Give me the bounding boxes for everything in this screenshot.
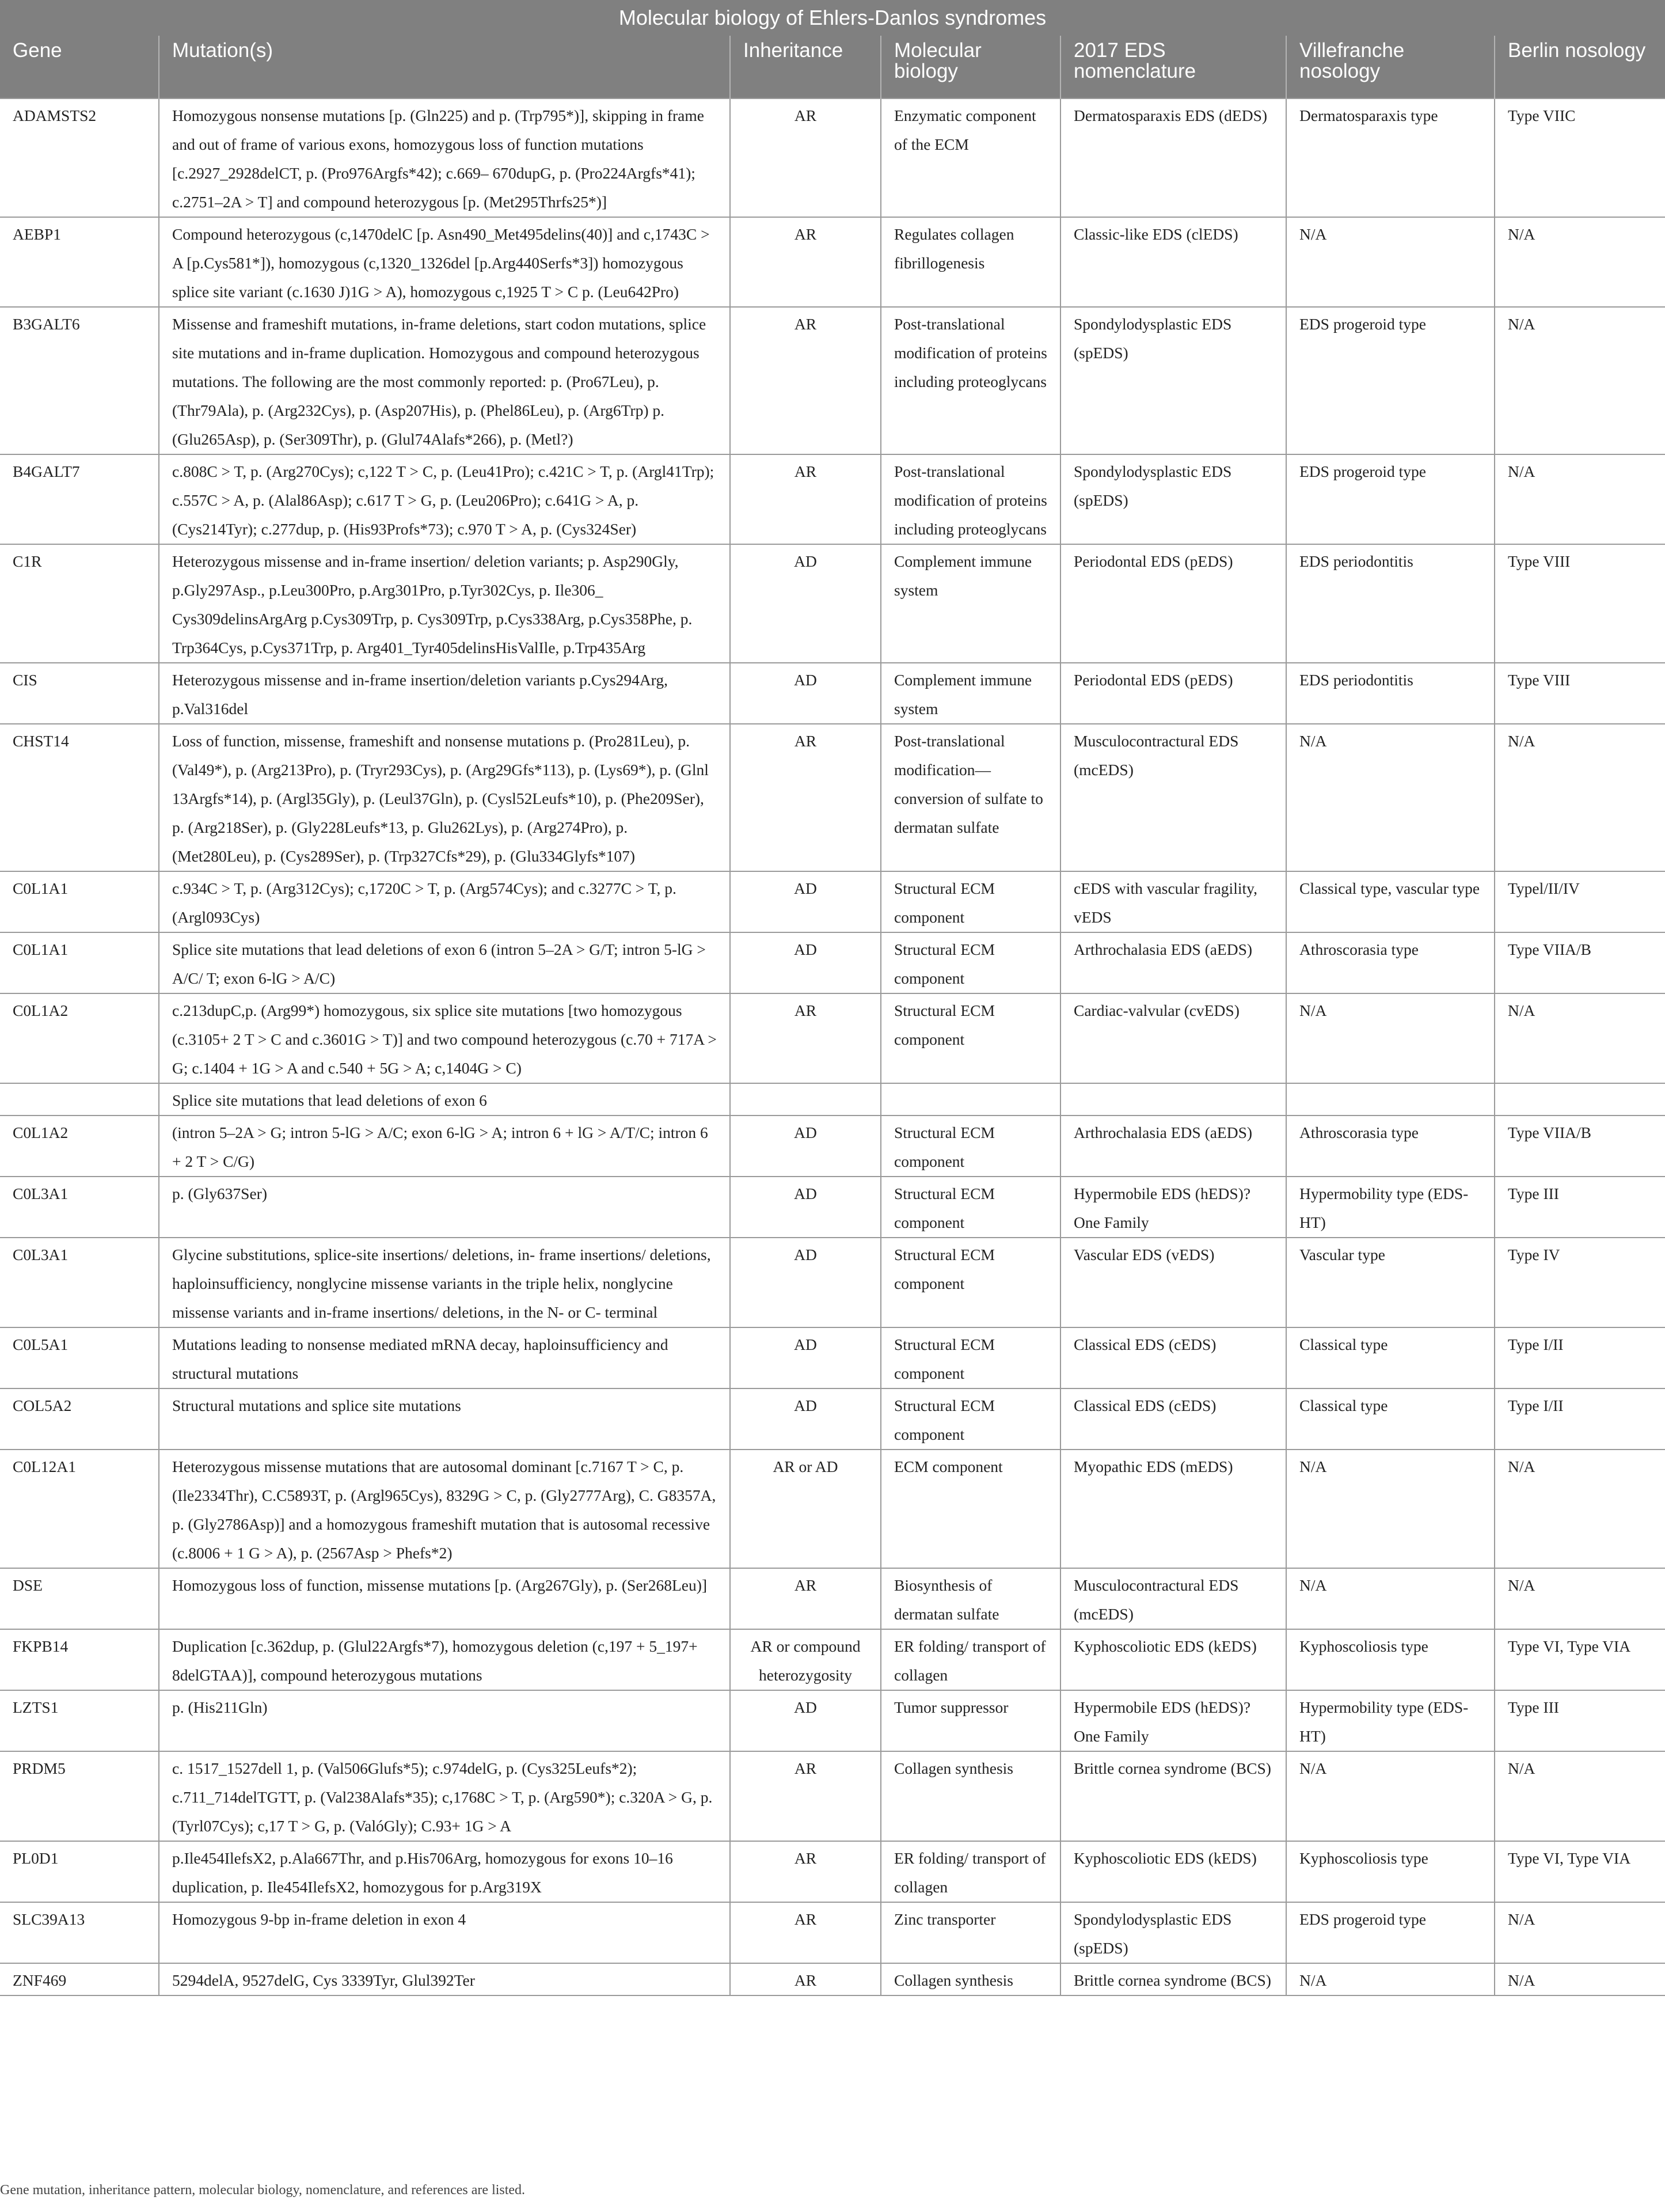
cell-villefranche: Dermatosparaxis type [1286,98,1495,217]
cell-mutations: p. (Gly637Ser) [159,1177,730,1238]
table-body [0,98,1665,1995]
cell-gene: C0L5A1 [0,1327,159,1388]
cell-gene: CIS [0,663,159,724]
cell-molecular-biology: Structural ECM component [881,871,1060,932]
cell-berlin: N/A [1495,993,1665,1083]
cell-gene: ZNF469 [0,1963,159,1995]
cell-inheritance: AR [730,98,881,217]
cell-inheritance: AD [730,1116,881,1177]
cell-molecular-biology: Structural ECM component [881,1327,1060,1388]
table-row [0,1450,1665,1568]
cell-inheritance: AR [730,217,881,307]
cell-molecular-biology: Structural ECM component [881,1388,1060,1450]
cell-villefranche: EDS progeroid type [1286,307,1495,454]
cell-gene: PRDM5 [0,1751,159,1841]
cell-gene: C0L1A1 [0,932,159,993]
cell-villefranche: N/A [1286,1568,1495,1629]
cell-mutations: Compound heterozygous (c,1470delC [p. Asn490_Met495delins(40)] and c,1743C > A [p.Cys581*]), homozygous (c,1320_1326del [p.Arg440Serfs*3]) homozygous splice site variant (c.1630 J)1G > A), homozygous c,1925 T > C p. (Leu642Pro) [159,217,730,307]
cell-inheritance: AR or compound heterozygosity [730,1629,881,1690]
cell-mutations: 5294delA, 9527delG, Cys 3339Tyr, Glul392Ter [159,1963,730,1995]
table-row [0,1177,1665,1238]
cell-gene: AEBP1 [0,217,159,307]
cell-molecular-biology: Collagen synthesis [881,1963,1060,1995]
cell-gene: COL5A2 [0,1388,159,1450]
cell-mutations: Mutations leading to nonsense mediated mRNA decay, haploinsufficiency and structural mutations [159,1327,730,1388]
cell-villefranche: Kyphoscoliosis type [1286,1629,1495,1690]
cell-villefranche: Classical type, vascular type [1286,871,1495,932]
cell-inheritance: AD [730,663,881,724]
cell-nomenclature: Classical EDS (cEDS) [1060,1388,1286,1450]
cell-gene: C1R [0,544,159,663]
cell-inheritance: AD [730,871,881,932]
cell-nomenclature: Myopathic EDS (mEDS) [1060,1450,1286,1568]
cell-inheritance: AR [730,1568,881,1629]
cell-villefranche: Athroscorasia type [1286,1116,1495,1177]
eds-table [0,36,1665,1996]
cell-molecular-biology: Biosynthesis of dermatan sulfate [881,1568,1060,1629]
cell-nomenclature: Brittle cornea syndrome (BCS) [1060,1963,1286,1995]
table-row [0,1841,1665,1902]
cell-berlin: N/A [1495,454,1665,544]
cell-berlin: N/A [1495,1751,1665,1841]
cell-nomenclature [1060,1083,1286,1116]
cell-berlin: N/A [1495,1963,1665,1995]
table-row [0,217,1665,307]
cell-nomenclature: Kyphoscoliotic EDS (kEDS) [1060,1841,1286,1902]
cell-berlin: Type VIII [1495,663,1665,724]
cell-mutations: c.808C > T, p. (Arg270Cys); c,122 T > C, p. (Leu41Pro); c.421C > T, p. (Argl41Trp); c.557C > A, p. (Alal86Asp); c.617 T > G, p. (Leu206Pro); c.641G > A, p. (Cys214Tyr); c.277dup, p. (His93Profs*73); c.970 T > A, p. (Cys324Ser) [159,454,730,544]
cell-molecular-biology [881,1083,1060,1116]
cell-molecular-biology: Post-translational modification of proteins including proteoglycans [881,307,1060,454]
cell-inheritance: AR [730,307,881,454]
table-row [0,307,1665,454]
table-footnote: Gene mutation, inheritance pattern, molecular biology, nomenclature, and references are listed. [0,2183,526,2198]
table-row [0,724,1665,871]
cell-villefranche: Hypermobility type (EDS-HT) [1286,1690,1495,1751]
cell-molecular-biology: Structural ECM component [881,1177,1060,1238]
header-villefranche: Villefranche nosology [1286,36,1495,98]
table-row [0,1751,1665,1841]
cell-berlin: Type VIIC [1495,98,1665,217]
cell-gene [0,1083,159,1116]
table-row [0,544,1665,663]
cell-nomenclature: Arthrochalasia EDS (aEDS) [1060,932,1286,993]
table-header-row [0,36,1665,98]
cell-gene: B3GALT6 [0,307,159,454]
cell-molecular-biology: Complement immune system [881,663,1060,724]
table-row [0,1116,1665,1177]
cell-mutations: Heterozygous missense and in-frame insertion/ deletion variants; p. Asp290Gly, p.Gly297Asp., p.Leu300Pro, p.Arg301Pro, p.Tyr302Cys, p. Ile306_ Cys309delinsArgArg p.Cys309Trp, p. Cys309Trp, p.Cys338Arg, p.Cys358Phe, p. Trp364Cys, p.Cys371Trp, p. Arg401_Tyr405delinsHisValIle, p.Trp435Arg [159,544,730,663]
cell-mutations: (intron 5–2A > G; intron 5-lG > A/C; exon 6-lG > A; intron 6 + lG > A/T/C; intron 6 + 2 T > C/G) [159,1116,730,1177]
cell-villefranche: N/A [1286,217,1495,307]
cell-berlin: Type IV [1495,1238,1665,1327]
cell-mutations: Heterozygous missense and in-frame insertion/deletion variants p.Cys294Arg, p.Val316del [159,663,730,724]
cell-inheritance [730,1083,881,1116]
table-row [0,98,1665,217]
table-row [0,1083,1665,1116]
cell-mutations: Glycine substitutions, splice-site insertions/ deletions, in- frame insertions/ deletions, haploinsufficiency, nonglycine missense variants in the triple helix, nonglycine missense variants and in-frame insertions/ deletions, in the N- or C- terminal [159,1238,730,1327]
cell-mutations: p. (His211Gln) [159,1690,730,1751]
cell-mutations: c.934C > T, p. (Arg312Cys); c,1720C > T, p. (Arg574Cys); and c.3277C > T, p. (Argl093Cys) [159,871,730,932]
cell-molecular-biology: Collagen synthesis [881,1751,1060,1841]
cell-gene: SLC39A13 [0,1902,159,1963]
cell-berlin: N/A [1495,307,1665,454]
header-berlin: Berlin nosology [1495,36,1665,98]
cell-molecular-biology: Structural ECM component [881,1116,1060,1177]
table-row [0,1327,1665,1388]
cell-inheritance: AD [730,932,881,993]
cell-gene: DSE [0,1568,159,1629]
header-nomenclature: 2017 EDS nomenclature [1060,36,1286,98]
cell-molecular-biology: Structural ECM component [881,1238,1060,1327]
cell-nomenclature: Classic-like EDS (clEDS) [1060,217,1286,307]
table-row [0,932,1665,993]
cell-villefranche [1286,1083,1495,1116]
cell-villefranche: Classical type [1286,1327,1495,1388]
cell-molecular-biology: ECM component [881,1450,1060,1568]
cell-villefranche: N/A [1286,1751,1495,1841]
cell-nomenclature: Dermatosparaxis EDS (dEDS) [1060,98,1286,217]
table-row [0,1568,1665,1629]
cell-molecular-biology: ER folding/ transport of collagen [881,1841,1060,1902]
cell-gene: C0L1A1 [0,871,159,932]
cell-molecular-biology: Regulates collagen fibrillogenesis [881,217,1060,307]
cell-inheritance: AR or AD [730,1450,881,1568]
cell-mutations: Structural mutations and splice site mutations [159,1388,730,1450]
table-row [0,1238,1665,1327]
cell-molecular-biology: Post-translational modification of proteins including proteoglycans [881,454,1060,544]
cell-villefranche: N/A [1286,1450,1495,1568]
cell-berlin: N/A [1495,1568,1665,1629]
cell-berlin: N/A [1495,724,1665,871]
cell-gene: B4GALT7 [0,454,159,544]
table-row [0,454,1665,544]
cell-mutations: c.213dupC,p. (Arg99*) homozygous, six splice site mutations [two homozygous (c.3105+ 2 T > C and c.3601G > T)] and two compound heterozygous (c.70 + 717A > G; c.1404 + 1G > A and c.540 + 5G > A; c,1404G > C) [159,993,730,1083]
cell-gene: FKPB14 [0,1629,159,1690]
cell-villefranche: EDS progeroid type [1286,454,1495,544]
cell-nomenclature: Vascular EDS (vEDS) [1060,1238,1286,1327]
cell-villefranche: N/A [1286,993,1495,1083]
cell-berlin [1495,1083,1665,1116]
cell-inheritance: AD [730,1177,881,1238]
cell-nomenclature: Spondylodysplastic EDS (spEDS) [1060,307,1286,454]
cell-gene: C0L12A1 [0,1450,159,1568]
cell-mutations: c. 1517_1527dell 1, p. (Val506Glufs*5); c.974delG, p. (Cys325Leufs*2); c.711_714delTGTT, p. (Val238Alafs*35); c,1768C > T, p. (Arg590*); c.320A > G, p. (Tyrl07Cys); c,17 T > G, p. (ValóGly); C.93+ 1G > A [159,1751,730,1841]
cell-villefranche: EDS periodontitis [1286,663,1495,724]
cell-berlin: N/A [1495,1902,1665,1963]
cell-inheritance: AD [730,1388,881,1450]
table-row [0,993,1665,1083]
cell-mutations: Duplication [c.362dup, p. (Glul22Argfs*7), homozygous deletion (c,197 + 5_197+ 8delGTAA)], compound heterozygous mutations [159,1629,730,1690]
cell-inheritance: AR [730,1751,881,1841]
cell-berlin: Type I/II [1495,1327,1665,1388]
header-inheritance: Inheritance [730,36,881,98]
cell-gene: C0L3A1 [0,1177,159,1238]
cell-villefranche: Classical type [1286,1388,1495,1450]
cell-mutations: Loss of function, missense, frameshift and nonsense mutations p. (Pro281Leu), p. (Val49*), p. (Arg213Pro), p. (Tryr293Cys), p. (Arg29Gfs*113), p. (Lys69*), p. (Glnl 13Argfs*14), p. (Argl35Gly), p. (Leul37Gln), p. (Cysl52Leufs*10), p. (Phe209Ser), p. (Arg218Ser), p. (Gly228Leufs*13, p. Glu262Lys), p. (Arg274Pro), p. (Met280Leu), p. (Cys289Ser), p. (Trp327Cfs*29), p. (Glu334Glyfs*107) [159,724,730,871]
cell-berlin: Typel/II/IV [1495,871,1665,932]
cell-gene: PL0D1 [0,1841,159,1902]
cell-nomenclature: Periodontal EDS (pEDS) [1060,663,1286,724]
header-gene: Gene [0,36,159,98]
cell-molecular-biology: ER folding/ transport of collagen [881,1629,1060,1690]
cell-nomenclature: Hypermobile EDS (hEDS)? One Family [1060,1690,1286,1751]
cell-nomenclature: Kyphoscoliotic EDS (kEDS) [1060,1629,1286,1690]
cell-villefranche: EDS progeroid type [1286,1902,1495,1963]
cell-nomenclature: Hypermobile EDS (hEDS)? One Family [1060,1177,1286,1238]
cell-mutations: Homozygous nonsense mutations [p. (Gln225) and p. (Trp795*)], skipping in frame and out of frame of various exons, homozygous loss of function mutations [c.2927_2928delCT, p. (Pro976Argfs*42); c.669– 670dupG, p. (Pro224Argfs*41); c.2751–2A > T] and compound heterozygous [p. (Met295Thrfs25*)] [159,98,730,217]
cell-villefranche: EDS periodontitis [1286,544,1495,663]
cell-inheritance: AR [730,724,881,871]
cell-berlin: N/A [1495,217,1665,307]
cell-mutations: Missense and frameshift mutations, in-frame deletions, start codon mutations, splice site mutations and in-frame duplication. Homozygous and compound heterozygous mutations. The following are the most commonly reported: p. (Pro67Leu), p. (Thr79Ala), p. (Arg232Cys), p. (Asp207His), p. (Phel86Leu), p. (Arg6Trp) p. (Glu265Asp), p. (Ser309Thr), p. (Glul74Alafs*266), p. (Metl?) [159,307,730,454]
cell-nomenclature: Spondylodysplastic EDS (spEDS) [1060,1902,1286,1963]
cell-mutations: Splice site mutations that lead deletions of exon 6 [159,1083,730,1116]
cell-inheritance: AR [730,1902,881,1963]
cell-berlin: Type III [1495,1177,1665,1238]
cell-villefranche: Hypermobility type (EDS-HT) [1286,1177,1495,1238]
cell-berlin: Type VIII [1495,544,1665,663]
cell-berlin: Type VI, Type VIA [1495,1629,1665,1690]
cell-inheritance: AD [730,1327,881,1388]
cell-nomenclature: Musculocontractural EDS (mcEDS) [1060,1568,1286,1629]
cell-berlin: Type III [1495,1690,1665,1751]
cell-gene: CHST14 [0,724,159,871]
cell-nomenclature: Brittle cornea syndrome (BCS) [1060,1751,1286,1841]
cell-nomenclature: Periodontal EDS (pEDS) [1060,544,1286,663]
cell-inheritance: AR [730,1963,881,1995]
table-row [0,663,1665,724]
cell-molecular-biology: Tumor suppressor [881,1690,1060,1751]
cell-nomenclature: cEDS with vascular fragility, vEDS [1060,871,1286,932]
cell-gene: C0L1A2 [0,1116,159,1177]
cell-molecular-biology: Enzymatic component of the ECM [881,98,1060,217]
cell-gene: C0L3A1 [0,1238,159,1327]
header-mutations: Mutation(s) [159,36,730,98]
cell-molecular-biology: Zinc transporter [881,1902,1060,1963]
cell-nomenclature: Spondylodysplastic EDS (spEDS) [1060,454,1286,544]
cell-molecular-biology: Structural ECM component [881,932,1060,993]
cell-gene: ADAMSTS2 [0,98,159,217]
cell-nomenclature: Musculocontractural EDS (mcEDS) [1060,724,1286,871]
cell-inheritance: AD [730,1238,881,1327]
table-row [0,1902,1665,1963]
table-row [0,1629,1665,1690]
cell-villefranche: Vascular type [1286,1238,1495,1327]
table-row [0,1388,1665,1450]
cell-villefranche: Kyphoscoliosis type [1286,1841,1495,1902]
table-row [0,1963,1665,1995]
cell-mutations: p.Ile454IlefsX2, p.Ala667Thr, and p.His706Arg, homozygous for exons 10–16 duplication, p. Ile454IlefsX2, homozygous for p.Arg319X [159,1841,730,1902]
header-molecular-biology: Molecular biology [881,36,1060,98]
cell-molecular-biology: Post-translational modification—conversion of sulfate to dermatan sulfate [881,724,1060,871]
cell-gene: C0L1A2 [0,993,159,1083]
cell-molecular-biology: Structural ECM component [881,993,1060,1083]
cell-inheritance: AR [730,454,881,544]
cell-berlin: Type VIIA/B [1495,1116,1665,1177]
table-row [0,1690,1665,1751]
table-title: Molecular biology of Ehlers-Danlos syndromes [0,0,1665,36]
cell-berlin: N/A [1495,1450,1665,1568]
cell-inheritance: AR [730,993,881,1083]
cell-mutations: Heterozygous missense mutations that are autosomal dominant [c.7167 T > C, p. (Ile2334Thr), C.C5893T, p. (Argl965Cys), 8329G > C, p. (Gly2777Arg), C. G8357A, p. (Gly2786Asp)] and a homozygous frameshift mutation that is autosomal recessive (c.8006 + 1 G > A), p. (2567Asp > Phefs*2) [159,1450,730,1568]
cell-nomenclature: Cardiac-valvular (cvEDS) [1060,993,1286,1083]
cell-inheritance: AD [730,544,881,663]
cell-molecular-biology: Complement immune system [881,544,1060,663]
cell-nomenclature: Classical EDS (cEDS) [1060,1327,1286,1388]
cell-berlin: Type VI, Type VIA [1495,1841,1665,1902]
cell-villefranche: N/A [1286,724,1495,871]
cell-villefranche: N/A [1286,1963,1495,1995]
cell-mutations: Splice site mutations that lead deletions of exon 6 (intron 5–2A > G/T; intron 5-lG > A/C/ T; exon 6-lG > A/C) [159,932,730,993]
cell-nomenclature: Arthrochalasia EDS (aEDS) [1060,1116,1286,1177]
cell-mutations: Homozygous loss of function, missense mutations [p. (Arg267Gly), p. (Ser268Leu)] [159,1568,730,1629]
cell-villefranche: Athroscorasia type [1286,932,1495,993]
table-row [0,871,1665,932]
cell-inheritance: AR [730,1841,881,1902]
cell-gene: LZTS1 [0,1690,159,1751]
cell-inheritance: AD [730,1690,881,1751]
cell-mutations: Homozygous 9-bp in-frame deletion in exon 4 [159,1902,730,1963]
cell-berlin: Type I/II [1495,1388,1665,1450]
cell-berlin: Type VIIA/B [1495,932,1665,993]
